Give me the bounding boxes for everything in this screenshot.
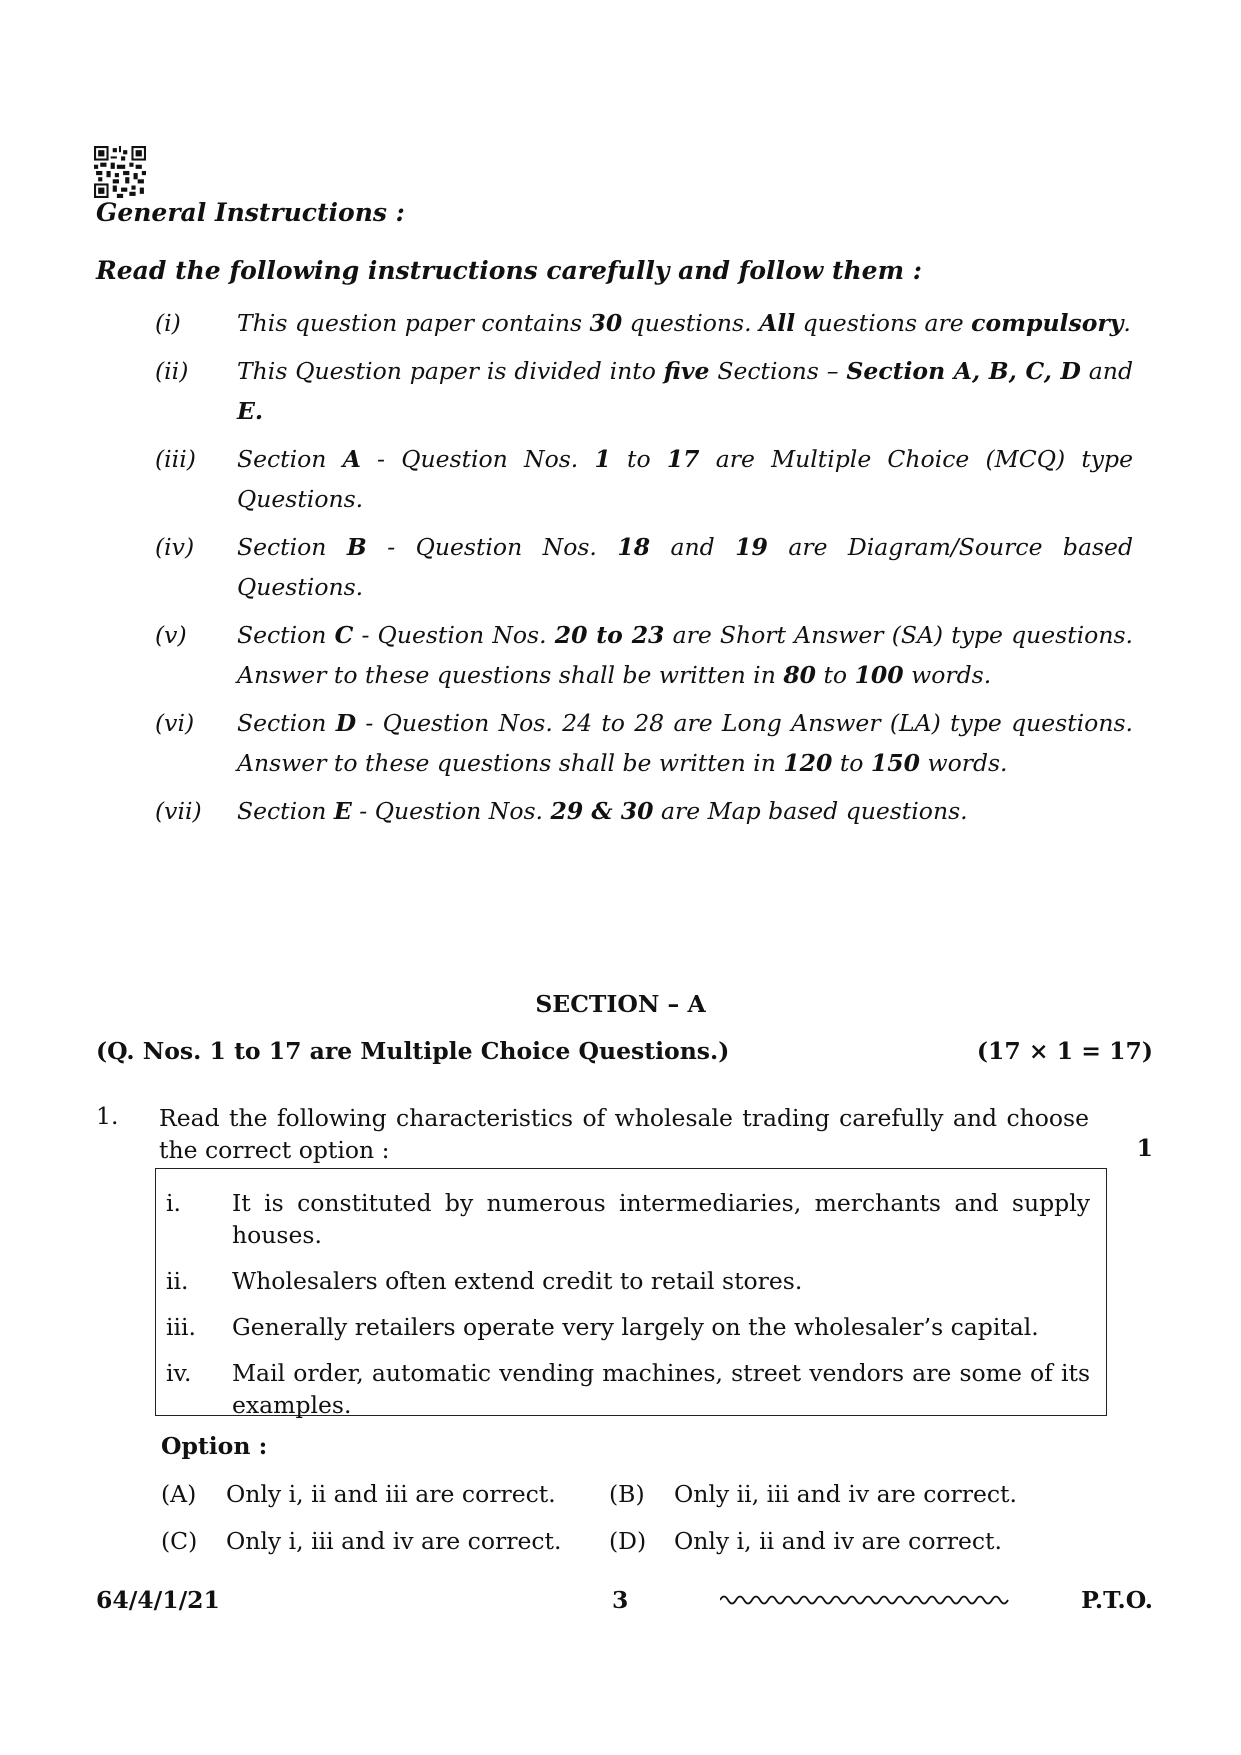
item-text: Wholesalers often extend credit to retail stores.	[232, 1267, 803, 1295]
instruction-bold-run: E	[333, 797, 352, 825]
item-number: i.	[166, 1189, 181, 1217]
instruction-number: (v)	[155, 621, 187, 649]
instruction-text	[237, 303, 1133, 343]
instruction-number: (ii)	[155, 357, 189, 385]
instruction-run: Section	[237, 621, 335, 649]
item-number: iii.	[166, 1313, 197, 1341]
instruction-bold-run: 100	[854, 661, 904, 689]
instruction-run: - Question Nos.	[360, 445, 595, 473]
question-number: 1.	[96, 1102, 119, 1130]
item-number: ii.	[166, 1267, 189, 1295]
instruction-bold-run: 30	[589, 309, 623, 337]
item-text: It is constituted by numerous intermediaries, merchants and supply houses.	[232, 1189, 1090, 1249]
instruction-bold-run: D	[335, 709, 357, 737]
instruction-bold-run: All	[759, 309, 796, 337]
instruction-bold-run: 80	[783, 661, 817, 689]
option-letter: (A)	[161, 1480, 197, 1508]
item-text: Generally retailers operate very largely on the wholesaler’s capital.	[232, 1313, 1039, 1341]
instruction-text	[237, 703, 1133, 783]
instruction-run: and	[1080, 357, 1133, 385]
option-a[interactable]	[161, 1480, 556, 1508]
instruction-bold-run: B	[346, 533, 367, 561]
instruction-item	[155, 703, 1133, 783]
option-label: Option :	[161, 1432, 268, 1460]
instruction-item	[155, 527, 1133, 607]
page-number: 3	[612, 1586, 629, 1614]
option-letter: (B)	[609, 1480, 645, 1508]
instruction-run: words.	[903, 661, 992, 689]
instruction-item	[155, 303, 1133, 343]
instruction-bold-run: 19	[735, 533, 768, 561]
instruction-bold-run: 1	[594, 445, 611, 473]
question-text: Read the following characteristics of wholesale trading carefully and choose the correct option :	[159, 1104, 1089, 1164]
instruction-bold-run: five	[663, 357, 710, 385]
instruction-run: are Map based questions.	[653, 797, 968, 825]
instruction-run: words.	[919, 749, 1008, 777]
instruction-run: Section	[237, 709, 336, 737]
instruction-bold-run: 29 & 30	[550, 797, 654, 825]
option-letter: (D)	[609, 1527, 647, 1555]
section-marks: (17 × 1 = 17)	[976, 1037, 1153, 1065]
instruction-run: - Question Nos.	[353, 621, 555, 649]
instruction-bold-run: A	[342, 445, 361, 473]
instruction-run: Sections –	[709, 357, 847, 385]
instruction-bold-run: 17	[666, 445, 700, 473]
instruction-run: and	[650, 533, 736, 561]
option-b[interactable]	[609, 1480, 1017, 1508]
list-item	[166, 1311, 1090, 1343]
instruction-run: Section	[237, 445, 343, 473]
instruction-bold-run: 20 to 23	[554, 621, 665, 649]
instruction-bold-run: E.	[237, 397, 264, 425]
paper-code: 64/4/1/21	[96, 1586, 220, 1614]
instruction-item	[155, 351, 1133, 431]
instruction-bold-run: 150	[870, 749, 920, 777]
instruction-item	[155, 791, 1133, 831]
instruction-number: (iv)	[155, 533, 195, 561]
option-text: Only i, ii and iv are correct.	[674, 1527, 1002, 1555]
list-item	[166, 1187, 1090, 1251]
option-letter: (C)	[161, 1527, 198, 1555]
instruction-item	[155, 439, 1133, 519]
question-marks: 1	[1136, 1134, 1153, 1162]
section-heading: SECTION – A	[535, 990, 706, 1018]
instruction-number: (iii)	[155, 445, 196, 473]
instruction-run: - Question Nos.	[366, 533, 618, 561]
pto-label: P.T.O.	[1081, 1586, 1153, 1614]
instruction-bold-run: compulsory	[971, 309, 1124, 337]
instruction-item	[155, 615, 1133, 695]
instruction-run: This Question paper is divided into	[237, 357, 664, 385]
wavy-line-icon	[720, 1592, 1010, 1608]
instruction-text	[237, 439, 1133, 519]
instructions-lead: Read the following instructions carefully and follow them :	[96, 256, 922, 285]
instruction-run: to	[816, 661, 855, 689]
option-text: Only ii, iii and iv are correct.	[674, 1480, 1017, 1508]
option-text: Only i, ii and iii are correct.	[226, 1480, 556, 1508]
option-d[interactable]	[609, 1527, 1002, 1555]
instruction-run: are Short Answer (SA) type questions. Answer to these questions shall be written in	[237, 621, 1134, 689]
option-text: Only i, iii and iv are correct.	[226, 1527, 562, 1555]
general-instructions-title: General Instructions :	[96, 198, 405, 227]
instruction-text	[237, 615, 1133, 695]
instruction-bold-run: C	[334, 621, 354, 649]
section-note: (Q. Nos. 1 to 17 are Multiple Choice Questions.)	[96, 1037, 730, 1065]
instruction-run: questions are	[795, 309, 972, 337]
instruction-run: Section	[237, 797, 334, 825]
instruction-text	[237, 527, 1133, 607]
list-item	[166, 1357, 1090, 1421]
instruction-run: questions.	[622, 309, 760, 337]
item-number: iv.	[166, 1359, 192, 1387]
instruction-run: - Question Nos. 24 to 28 are Long Answer (LA) type questions. Answer to these questions shall be written in	[237, 709, 1133, 777]
instructions-list	[155, 303, 1133, 839]
instruction-run: .	[1123, 309, 1131, 337]
instruction-bold-run: 18	[617, 533, 651, 561]
instruction-number: (vii)	[155, 797, 202, 825]
instruction-bold-run: Section A, B, C, D	[846, 357, 1081, 385]
instruction-number: (i)	[155, 309, 181, 337]
instruction-bold-run: 120	[783, 749, 833, 777]
instruction-text	[237, 351, 1133, 431]
instruction-run: are Diagram/Source based Questions.	[237, 533, 1133, 601]
instruction-run: to	[610, 445, 667, 473]
instruction-run: are Multiple Choice (MCQ) type Questions.	[237, 445, 1133, 513]
list-item	[166, 1265, 1090, 1297]
instruction-run: - Question Nos.	[351, 797, 551, 825]
qr-code-icon	[94, 146, 146, 198]
instruction-number: (vi)	[155, 709, 195, 737]
option-c[interactable]	[161, 1527, 561, 1555]
characteristics-box	[155, 1168, 1107, 1419]
instruction-run: This question paper contains	[237, 309, 590, 337]
instruction-run: Section	[237, 533, 347, 561]
instruction-text	[237, 791, 1133, 831]
item-text: Mail order, automatic vending machines, street vendors are some of its examples.	[232, 1359, 1090, 1419]
instruction-run: to	[832, 749, 871, 777]
